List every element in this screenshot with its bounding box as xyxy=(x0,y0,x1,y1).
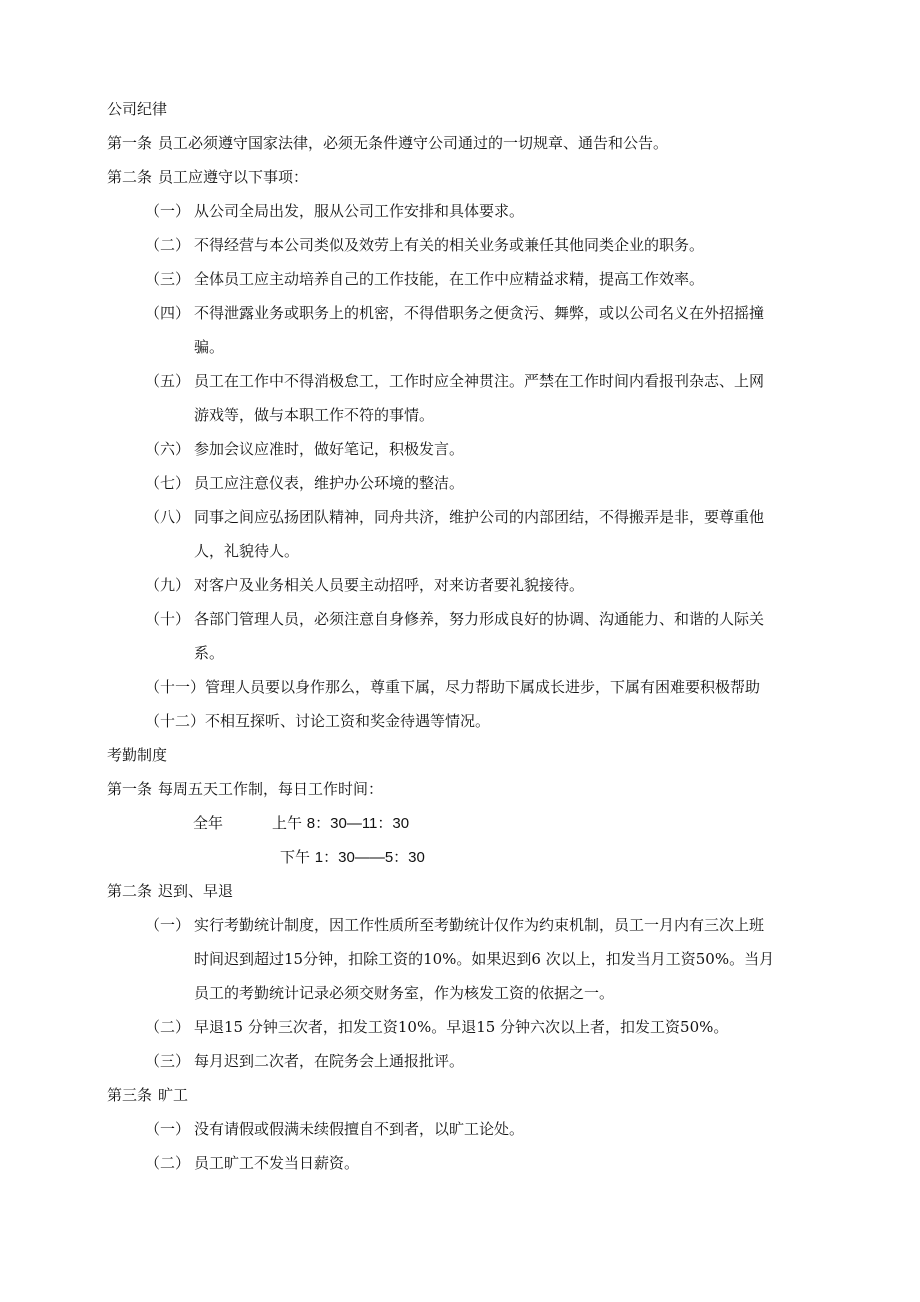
item-text: 没有请假或假满未续假擅自不到者，以旷工论处。 xyxy=(194,1120,525,1138)
list-item xyxy=(145,1120,524,1138)
item-continuation: 员工的考勤统计记录必须交财务室，作为核发工资的依据之一。 xyxy=(194,984,615,1002)
list-item xyxy=(145,474,464,492)
item-number: （二） xyxy=(145,1018,191,1036)
article-text: 员工必须遵守国家法律，必须无条件遵守公司通过的一切规章、通告和公告。 xyxy=(158,134,669,152)
list-item xyxy=(145,440,464,458)
list-item xyxy=(145,610,764,628)
item-text: 不得泄露业务或职务上的机密，不得借职务之便贪污、舞弊，或以公司名义在外招摇撞 xyxy=(194,304,765,322)
item-number: （二） xyxy=(145,236,191,254)
article-2 xyxy=(107,168,308,186)
item-text: 员工应注意仪表，维护办公环境的整洁。 xyxy=(194,474,465,492)
article-text: 旷工 xyxy=(158,1086,189,1104)
item-text: 参加会议应准时，做好笔记，积极发言。 xyxy=(194,440,465,458)
morning-hours xyxy=(272,814,409,833)
list-item xyxy=(145,304,764,322)
afternoon-label: 下午 xyxy=(280,848,311,866)
item-text: 不得经营与本公司类似及效劳上有关的相关业务或兼任其他同类企业的职务。 xyxy=(194,236,705,254)
item-continuation: 骗。 xyxy=(194,338,225,356)
article-1 xyxy=(107,780,383,798)
item-text: 管理人员要以身作那么，尊重下属，尽力帮助下属成长进步，下属有困难要积极帮助 xyxy=(205,678,761,696)
item-text: 实行考勤统计制度，因工作性质所至考勤统计仅作为约束机制，员工一月内有三次上班 xyxy=(194,916,765,934)
afternoon-hours xyxy=(280,848,425,867)
article-number: 第一条 xyxy=(107,780,153,798)
list-item xyxy=(145,372,764,390)
list-item xyxy=(145,270,704,288)
article-number: 第三条 xyxy=(107,1086,153,1104)
item-number: （三） xyxy=(145,1052,191,1070)
item-text: 从公司全局出发，服从公司工作安排和具体要求。 xyxy=(194,202,525,220)
item-number: （一） xyxy=(145,916,191,934)
list-item xyxy=(145,712,490,730)
item-number: （一） xyxy=(145,1120,191,1138)
item-text: 对客户及业务相关人员要主动招呼，对来访者要礼貌接待。 xyxy=(194,576,585,594)
article-number: 第二条 xyxy=(107,882,153,900)
item-number: （十二） xyxy=(145,712,206,730)
list-item xyxy=(145,202,524,220)
morning-label: 上午 xyxy=(272,814,303,832)
item-text: 全体员工应主动培养自己的工作技能，在工作中应精益求精，提高工作效率。 xyxy=(194,270,705,288)
item-number: （十） xyxy=(145,610,191,628)
item-number: （三） xyxy=(145,270,191,288)
item-number: （四） xyxy=(145,304,191,322)
article-1 xyxy=(107,134,668,152)
item-text: 早退15 分钟三次者，扣发工资10%。早退15 分钟六次以上者，扣发工资50%。 xyxy=(194,1018,729,1036)
list-item xyxy=(145,508,764,526)
item-number: （二） xyxy=(145,1154,191,1172)
list-item xyxy=(145,1154,359,1172)
item-continuation: 游戏等，做与本职工作不符的事情。 xyxy=(194,406,435,424)
item-text: 员工旷工不发当日薪资。 xyxy=(194,1154,360,1172)
morning-time: 8：30—11：30 xyxy=(306,815,410,832)
item-continuation: 系。 xyxy=(194,644,225,662)
item-number: （五） xyxy=(145,372,191,390)
item-number: （九） xyxy=(145,576,191,594)
list-item xyxy=(145,576,584,594)
section-title-discipline: 公司纪律 xyxy=(107,100,168,118)
item-text: 不相互探听、讨论工资和奖金待遇等情况。 xyxy=(205,712,491,730)
item-text: 同事之间应弘扬团队精神，同舟共济，维护公司的内部团结，不得搬弄是非，要尊重他 xyxy=(194,508,765,526)
article-number: 第一条 xyxy=(107,134,153,152)
article-number: 第二条 xyxy=(107,168,153,186)
article-text: 迟到、早退 xyxy=(158,882,234,900)
article-text: 每周五天工作制，每日工作时间： xyxy=(158,780,384,798)
item-number: （八） xyxy=(145,508,191,526)
item-number: （七） xyxy=(145,474,191,492)
list-item xyxy=(145,1018,728,1036)
item-continuation: 时间迟到超过15分钟，扣除工资的10%。如果迟到6 次以上，扣发当月工资50%。当月 xyxy=(194,950,775,968)
list-item xyxy=(145,1052,464,1070)
article-3 xyxy=(107,1086,188,1104)
item-text: 各部门管理人员，必须注意自身修养，努力形成良好的协调、沟通能力、和谐的人际关 xyxy=(194,610,765,628)
item-number: （六） xyxy=(145,440,191,458)
item-text: 员工在工作中不得消极怠工，工作时应全神贯注。严禁在工作时间内看报刊杂志、上网 xyxy=(194,372,765,390)
list-item xyxy=(145,236,704,254)
section-title-attendance: 考勤制度 xyxy=(107,746,168,764)
item-continuation: 人，礼貌待人。 xyxy=(194,542,300,560)
item-number: （一） xyxy=(145,202,191,220)
schedule-label: 全年 xyxy=(193,814,224,832)
list-item xyxy=(145,916,764,934)
article-2 xyxy=(107,882,233,900)
afternoon-time: 1：30——5：30 xyxy=(314,849,425,866)
list-item xyxy=(145,678,760,696)
item-text: 每月迟到二次者，在院务会上通报批评。 xyxy=(194,1052,465,1070)
article-text: 员工应遵守以下事项： xyxy=(158,168,309,186)
item-number: （十一） xyxy=(145,678,206,696)
